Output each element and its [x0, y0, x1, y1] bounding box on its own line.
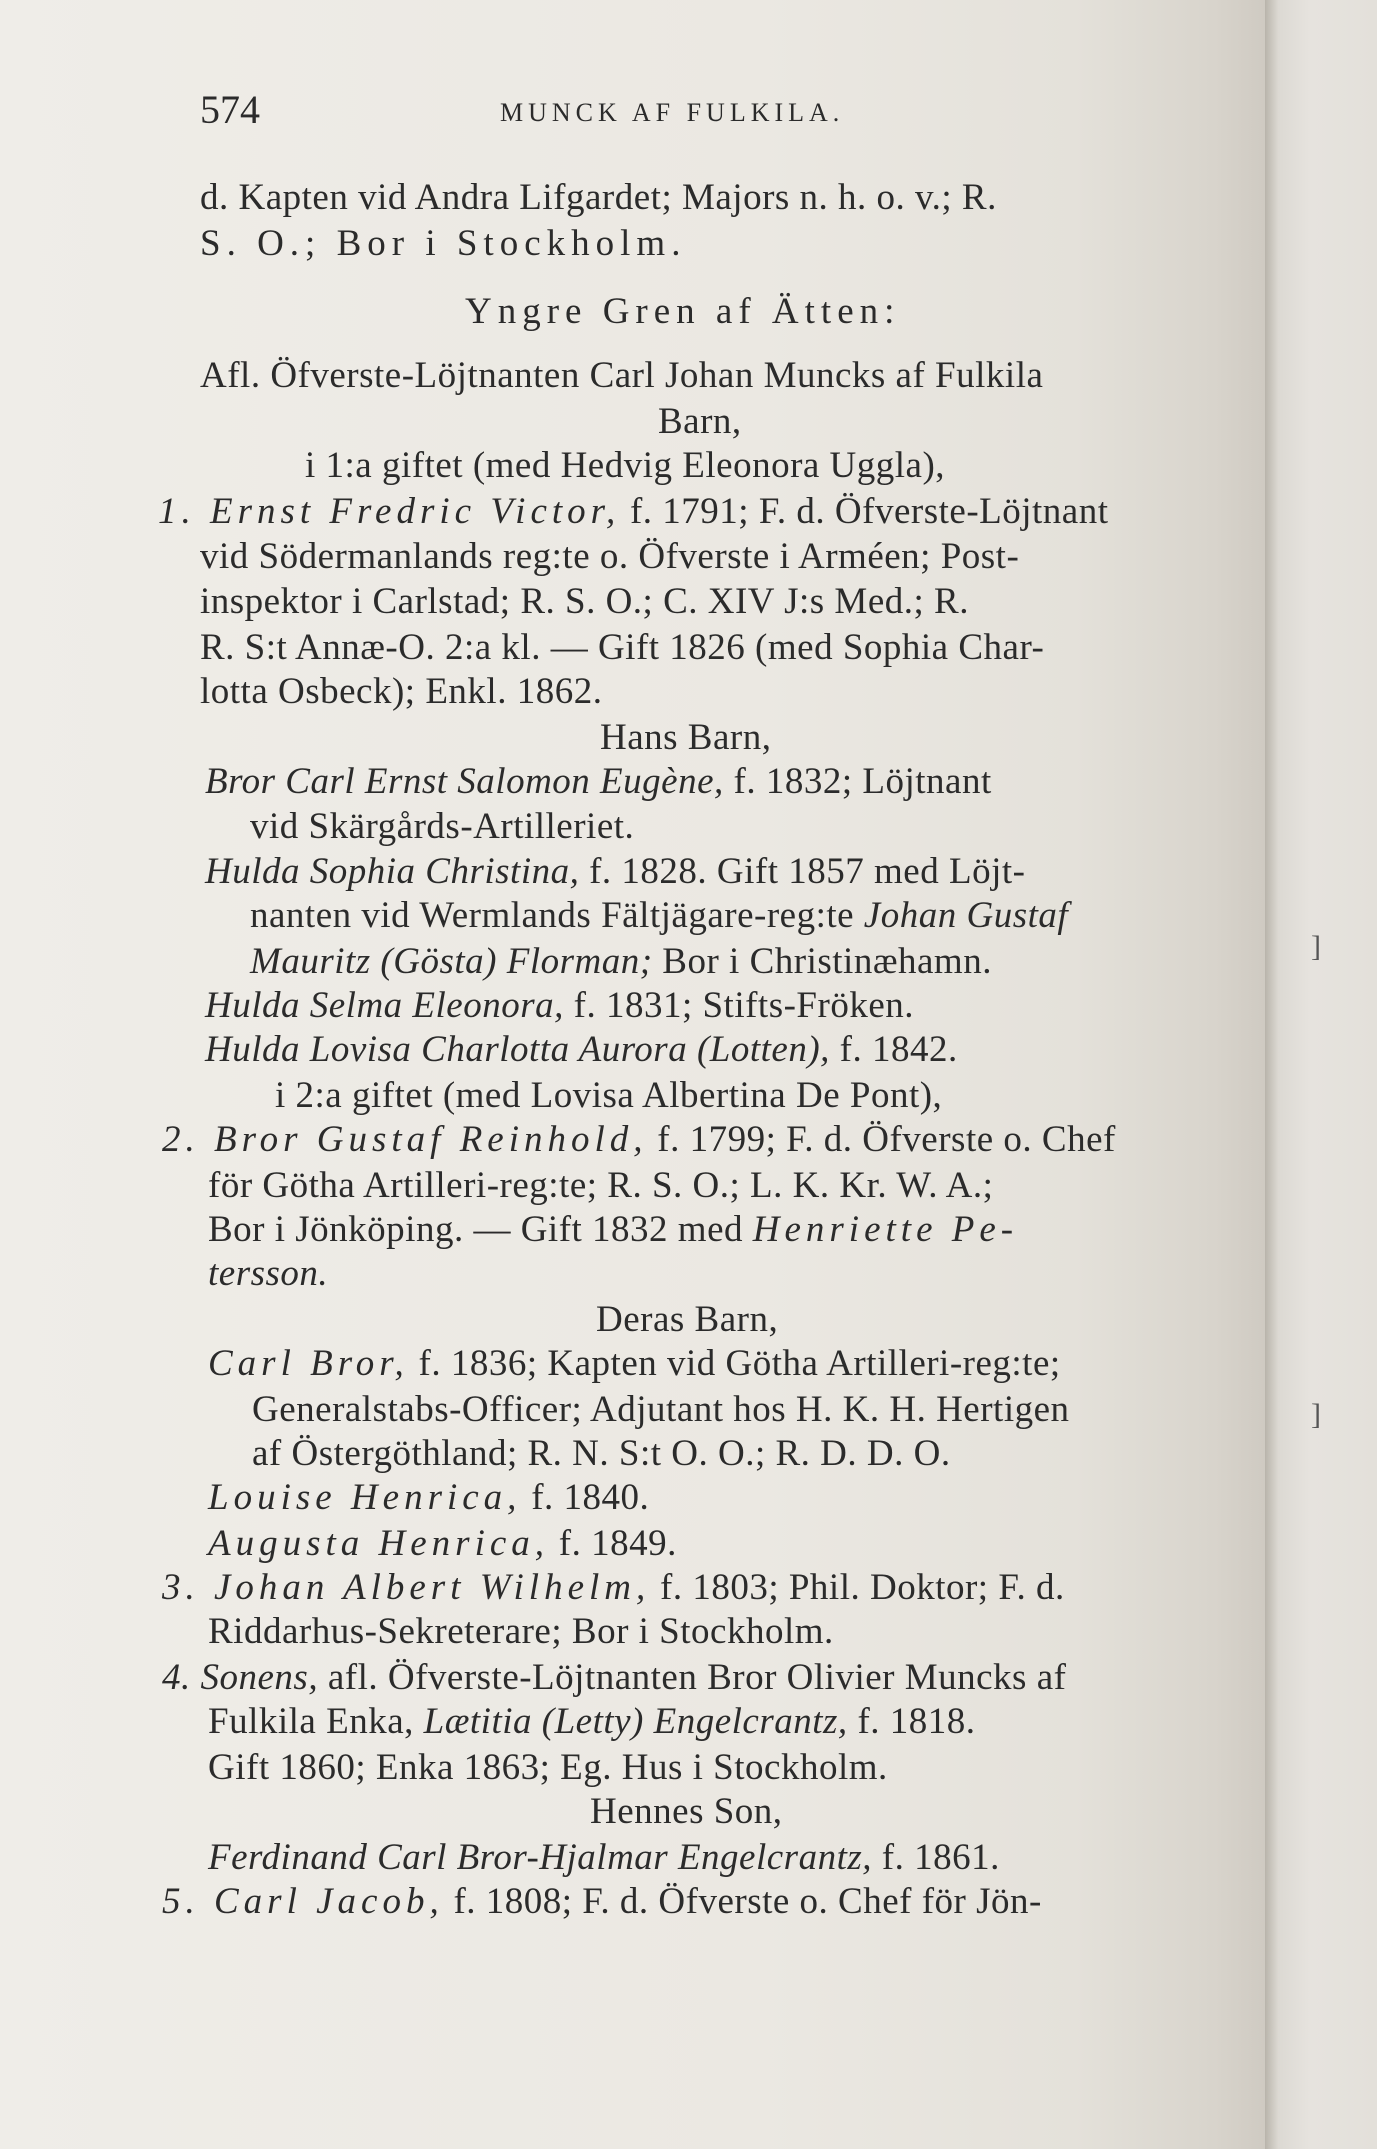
entry-line	[162, 1880, 1042, 1924]
person-name: Ferdinand Carl Bror-Hjalmar Engelcrantz,	[208, 1837, 872, 1878]
entry-line	[158, 490, 1109, 534]
entry-text: f. 1861.	[872, 1837, 1000, 1878]
entry-text: Fulkila Enka,	[208, 1701, 424, 1742]
edge-mark: ]	[1311, 930, 1321, 963]
text-line: i 2:a giftet (med Lovisa Albertina De Pont),	[275, 1075, 943, 1116]
entry-line	[208, 1208, 1018, 1252]
text-line: inspektor i Carlstad; R. S. O.; C. XIV J:s Med.; R.	[200, 581, 969, 622]
entry-text: f. 1849.	[549, 1523, 677, 1564]
entry-text: f. 1791; F. d. Öfverste-Löjtnant	[620, 491, 1109, 532]
text-line: vid Skärgårds-Artilleriet.	[250, 806, 635, 847]
entry-line	[250, 940, 992, 984]
section-heading: Yngre Gren af Ätten:	[465, 291, 901, 332]
entry-text: nanten vid Wermlands Fältjägare-reg:te	[250, 895, 864, 936]
entry-text: f. 1836; Kapten vid Götha Artilleri-reg:te;	[408, 1343, 1061, 1384]
running-title: MUNCK AF FULKILA.	[500, 98, 845, 127]
entry-text: f. 1803; Phil. Doktor; F. d.	[650, 1567, 1065, 1608]
text-line: af Östergöthland; R. N. S:t O. O.; R. D. D. O.	[252, 1433, 951, 1474]
entry-text: f. 1831; Stifts-Fröken.	[563, 985, 915, 1026]
person-name: Hulda Sophia Christina,	[205, 851, 580, 892]
entry-line	[208, 1476, 649, 1520]
entry-text: f. 1799; F. d. Öfverste o. Chef	[647, 1119, 1116, 1160]
entry-line	[162, 1656, 1066, 1700]
person-name: 4. Sonens,	[162, 1657, 319, 1698]
text-line: Deras Barn,	[596, 1299, 779, 1340]
entry-line	[205, 1028, 958, 1072]
person-name: 3. Johan Albert Wilhelm,	[162, 1567, 651, 1608]
text-line: i 1:a giftet (med Hedvig Eleonora Uggla),	[305, 445, 946, 486]
person-name: Henriette Pe-	[752, 1209, 1019, 1250]
person-name: Lætitia (Letty) Engelcrantz,	[423, 1701, 848, 1742]
entry-line	[162, 1118, 1116, 1162]
entry-line	[205, 984, 914, 1028]
entry-text: f. 1808; F. d. Öfverste o. Chef för Jön-	[443, 1881, 1042, 1922]
entry-text: f. 1840.	[521, 1477, 650, 1518]
person-name: Hulda Selma Eleonora,	[205, 985, 564, 1026]
person-name: Mauritz (Gösta) Florman;	[250, 941, 653, 982]
person-name: Hulda Lovisa Charlotta Aurora (Lotten),	[205, 1029, 830, 1070]
text-line: S. O.; Bor i Stockholm.	[200, 223, 687, 264]
text-line: lotta Osbeck); Enkl. 1862.	[200, 671, 603, 712]
entry-line	[208, 1836, 1000, 1880]
person-name: Augusta Henrica,	[208, 1523, 550, 1564]
entry-line	[250, 894, 1068, 938]
person-name: Carl Bror,	[208, 1343, 409, 1384]
entry-text: Bor i Christinæhamn.	[652, 941, 992, 982]
entry-line	[208, 1522, 677, 1566]
person-name: 2. Bror Gustaf Reinhold,	[162, 1119, 648, 1160]
person-name: 5. Carl Jacob,	[162, 1881, 444, 1922]
entry-line	[205, 850, 1025, 894]
text-line: Generalstabs-Officer; Adjutant hos H. K. H. Hertigen	[252, 1389, 1070, 1430]
entry-line	[208, 1342, 1061, 1386]
entry-line	[162, 1566, 1065, 1610]
text-line: R. S:t Annæ-O. 2:a kl. — Gift 1826 (med Sophia Char-	[200, 627, 1045, 668]
entry-text: f. 1818.	[847, 1701, 976, 1742]
text-line: Afl. Öfverste-Löjtnanten Carl Johan Muncks af Fulkila	[200, 355, 1044, 396]
text-line: Hennes Son,	[590, 1791, 783, 1832]
entry-text: Bor i Jönköping. — Gift 1832 med	[208, 1209, 753, 1250]
entry-line	[205, 760, 992, 804]
page-number: 574	[200, 87, 260, 132]
text-line: Hans Barn,	[600, 717, 772, 758]
entry-text: f. 1828. Gift 1857 med Löjt-	[579, 851, 1026, 892]
text-line: Gift 1860; Enka 1863; Eg. Hus i Stockholm.	[208, 1747, 888, 1788]
entry-text: f. 1832; Löjtnant	[723, 761, 992, 802]
entry-text: f. 1842.	[829, 1029, 958, 1070]
person-name: Louise Henrica,	[208, 1477, 522, 1518]
person-name: 1. Ernst Fredric Victor,	[158, 491, 621, 532]
text-line: Riddarhus-Sekreterare; Bor i Stockholm.	[208, 1611, 834, 1652]
text-line: Barn,	[658, 401, 742, 442]
edge-mark: ]	[1311, 1398, 1321, 1431]
entry-text: afl. Öfverste-Löjtnanten Bror Olivier Muncks af	[318, 1657, 1067, 1698]
text-line: vid Södermanlands reg:te o. Öfverste i Arméen; Post-	[200, 536, 1020, 577]
entry-line	[208, 1700, 976, 1744]
person-name: Johan Gustaf	[863, 895, 1069, 936]
text-line: d. Kapten vid Andra Lifgardet; Majors n. h. o. v.; R.	[200, 177, 997, 218]
next-page-edge	[1265, 0, 1377, 2149]
text-line: för Götha Artilleri-reg:te; R. S. O.; L. K. Kr. W. A.;	[208, 1165, 994, 1206]
person-name: Bror Carl Ernst Salomon Eugène,	[205, 761, 724, 802]
text-line: tersson.	[208, 1253, 329, 1294]
